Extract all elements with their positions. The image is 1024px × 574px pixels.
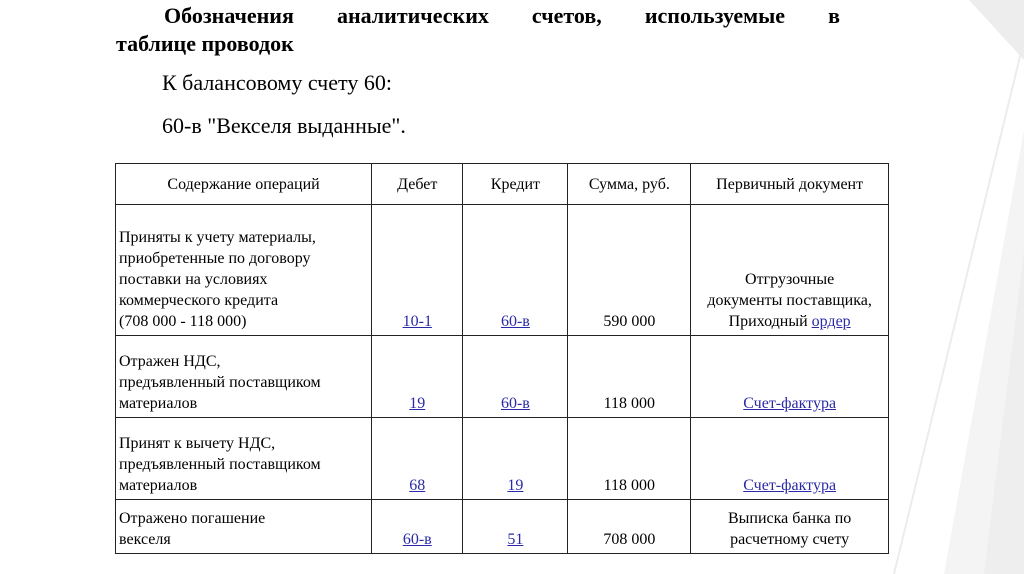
credit-account-link[interactable]: 60-в (500, 395, 530, 412)
corner-decoration (874, 0, 1024, 574)
operation-line: векселя (119, 531, 171, 548)
page-heading (116, 2, 840, 58)
table-header-row (116, 164, 889, 205)
credit-cell (463, 205, 568, 336)
operation-cell (116, 500, 372, 554)
header-operation: Содержание операций (116, 164, 372, 205)
heading-line-2: таблице проводок (116, 31, 294, 56)
debit-account-link[interactable]: 19 (409, 395, 426, 412)
subaccount-subtitle: 60-в "Векселя выданные". (162, 113, 406, 138)
document-line: Выписка банка по (727, 510, 852, 527)
operation-line: Принят к вычету НДС, (119, 435, 276, 452)
debit-cell (372, 418, 463, 500)
operation-line: материалов (119, 477, 198, 494)
document-line: документы поставщика, (707, 292, 872, 309)
document-cell (691, 205, 889, 336)
operation-line: материалов (119, 395, 198, 412)
document-text: Приходный (728, 313, 812, 330)
header-debit: Дебет (372, 164, 463, 205)
operation-cell (116, 418, 372, 500)
operation-line: приобретенные по договору (119, 250, 311, 267)
heading-word: используемые (644, 3, 786, 28)
document-cell (691, 336, 889, 418)
document-line-last (694, 311, 885, 332)
operation-line: Приняты к учету материалы, (119, 229, 316, 246)
debit-account-link[interactable]: 68 (409, 477, 426, 494)
order-link[interactable]: ордер (811, 313, 851, 330)
debit-account-link[interactable]: 60-в (402, 531, 432, 548)
debit-cell (372, 336, 463, 418)
header-credit: Кредит (463, 164, 568, 205)
operation-line: (708 000 - 118 000) (119, 313, 247, 330)
heading-word: в (828, 3, 840, 28)
document-line: Отгрузочные (745, 271, 835, 288)
document-cell (691, 500, 889, 554)
credit-cell (463, 418, 568, 500)
operation-line: Отражен НДС, (119, 353, 221, 370)
document-line: расчетному счету (730, 531, 850, 548)
operation-line: коммерческого кредита (119, 292, 279, 309)
table-row (116, 418, 889, 500)
invoice-link[interactable]: Счет-фактура (743, 477, 837, 494)
operation-line: поставки на условиях (119, 271, 268, 288)
table-row (116, 500, 889, 554)
debit-cell (372, 500, 463, 554)
operation-line: предъявленный поставщиком (119, 456, 321, 473)
document-cell (691, 418, 889, 500)
entries-table (115, 163, 889, 554)
heading-word: счетов, (531, 3, 602, 28)
sum-cell: 590 000 (568, 205, 691, 336)
credit-cell (463, 500, 568, 554)
sum-cell: 708 000 (568, 500, 691, 554)
table-row (116, 336, 889, 418)
operation-cell (116, 336, 372, 418)
account-subtitle: К балансовому счету 60: (162, 70, 392, 95)
credit-account-link[interactable]: 51 (507, 531, 524, 548)
heading-line-1 (116, 2, 840, 30)
header-document: Первичный документ (691, 164, 889, 205)
sum-cell: 118 000 (568, 336, 691, 418)
heading-word: Обозначения (164, 3, 294, 28)
header-sum: Сумма, руб. (568, 164, 691, 205)
operation-line: предъявленный поставщиком (119, 374, 321, 391)
debit-account-link[interactable]: 10-1 (402, 313, 432, 330)
table-row (116, 205, 889, 336)
operation-line: Отражено погашение (119, 510, 266, 527)
credit-account-link[interactable]: 60-в (500, 313, 530, 330)
credit-cell (463, 336, 568, 418)
credit-account-link[interactable]: 19 (507, 477, 524, 494)
debit-cell (372, 205, 463, 336)
operation-cell (116, 205, 372, 336)
sum-cell: 118 000 (568, 418, 691, 500)
heading-word: аналитических (336, 3, 489, 28)
invoice-link[interactable]: Счет-фактура (743, 395, 837, 412)
